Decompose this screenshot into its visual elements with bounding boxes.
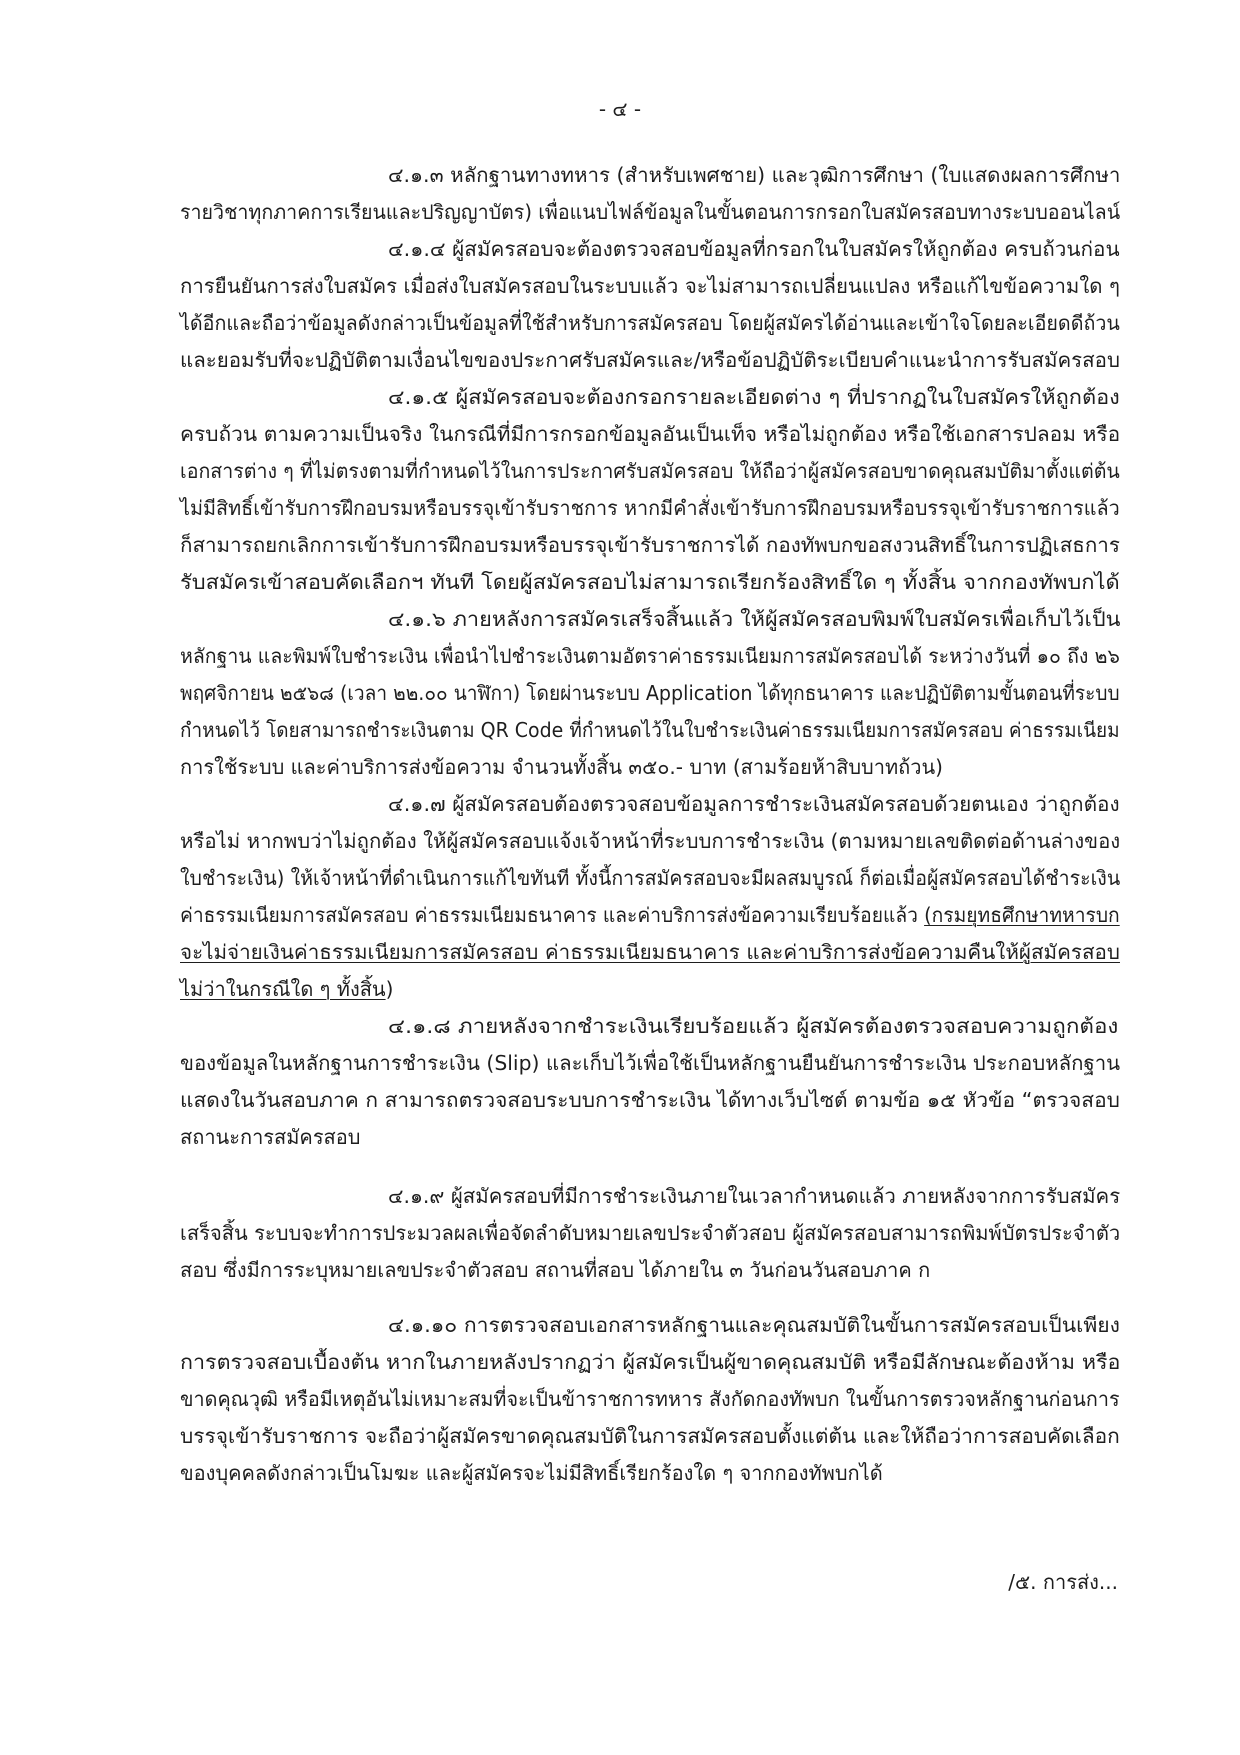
section-4-1-10 <box>0 1307 1240 1492</box>
line-text: ของบุคคลดังกล่าวเป็นโมฆะ และผู้สมัครจะไม่มีสิทธิ์เรียกร้องใด ๆ จากกองทัพบกได้ <box>180 1461 883 1485</box>
line-text-mixed <box>180 971 393 1008</box>
line-text: รับสมัครเข้าสอบคัดเลือกฯ ทันที โดยผู้สมัครสอบไม่สามารถเรียกร้องสิทธิ์ใด ๆ ทั้งสิ้น จากกองทัพบกได้ <box>180 570 1120 594</box>
paragraph-line <box>180 1418 1120 1455</box>
line-text: ใบชำระเงิน) ให้เจ้าหน้าที่ดำเนินการแก้ไขทันที ทั้งนี้การสมัครสอบจะมีผลสมบูรณ์ ก็ต่อเมื่อผู้สมัครสอบได้ชำระเงิน <box>180 866 1121 890</box>
paragraph-line <box>180 1215 1120 1252</box>
paragraph-line <box>388 1008 1120 1045</box>
line-text: บรรจุเข้ารับราชการ จะถือว่าผู้สมัครขาดคุณสมบัติในการสมัครสอบตั้งแต่ต้น และให้ถือว่าการสอบคัดเลือก <box>180 1424 1120 1448</box>
paragraph-line <box>180 934 1120 971</box>
plain-text: ) <box>385 977 394 1001</box>
line-text: รายวิชาทุกภาคการเรียนและปริญญาบัตร) เพื่อแนบไฟล์ข้อมูลในขั้นตอนการกรอกใบสมัครสอบทางระบบออนไลน์ <box>180 200 1121 224</box>
line-text: ๔.๑.๖ ภายหลังการสมัครเสร็จสิ้นแล้ว ให้ผู้สมัครสอบพิมพ์ใบสมัครเพื่อเก็บไว้เป็น <box>388 607 1121 631</box>
line-text: ๔.๑.๕ ผู้สมัครสอบจะต้องกรอกรายละเอียดต่าง ๆ ที่ปรากฏในใบสมัครให้ถูกต้อง <box>388 385 1120 409</box>
paragraph-line <box>180 305 1120 342</box>
line-text: เอกสารต่าง ๆ ที่ไม่ตรงตามที่กำหนดไว้ในการประกาศรับสมัครสอบ ให้ถือว่าผู้สมัครสอบขาดคุณสมบัติมาตั้งแต่ต้น <box>180 459 1120 483</box>
paragraph-line <box>180 416 1120 453</box>
section-4-1-8 <box>0 1008 1240 1156</box>
line-text: ขาดคุณวุฒิ หรือมีเหตุอันไม่เหมาะสมที่จะเป็นข้าราชการทหาร สังกัดกองทัพบก ในขั้นการตรวจหลักฐานก่อนการ <box>180 1387 1120 1411</box>
paragraph-line <box>180 1455 1120 1492</box>
underlined-text: (กรมยุทธศึกษาทหารบก <box>924 903 1120 927</box>
line-text: พฤศจิกายน ๒๕๖๘ (เวลา ๒๒.๐๐ นาฬิกา) โดยผ่านระบบ Application ได้ทุกธนาคาร และปฏิบัติตามขั้นตอนที่ระบบ <box>180 681 1120 705</box>
line-text: ได้อีกและถือว่าข้อมูลดังกล่าวเป็นข้อมูลที่ใช้สำหรับการสมัครสอบ โดยผู้สมัครได้อ่านและเข้าใจโดยละเอียดดีถ้วน <box>180 311 1120 335</box>
section-4-1-4 <box>0 231 1240 379</box>
paragraph-line <box>180 749 1120 786</box>
paragraph-line <box>180 527 1120 564</box>
paragraph-line <box>180 897 1120 934</box>
section-4-1-9 <box>0 1178 1240 1289</box>
line-text: ก็สามารถยกเลิกการเข้ารับการฝึกอบรมหรือบรรจุเข้ารับราชการได้ กองทัพบกขอสงวนสิทธิ์ในการปฏิเสธการ <box>180 533 1120 557</box>
paragraph-line <box>388 1178 1120 1215</box>
line-text: กำหนดไว้ โดยสามารถชำระเงินตาม QR Code ที่กำหนดไว้ในใบชำระเงินค่าธรรมเนียมการสมัครสอบ ค่าธรรมเนียม <box>180 718 1120 742</box>
paragraph-line <box>388 601 1120 638</box>
paragraph-line <box>180 823 1120 860</box>
paragraph-line <box>180 564 1120 601</box>
line-text: การใช้ระบบ และค่าบริการส่งข้อความ จำนวนทั้งสิ้น ๓๕๐.- บาท (สามร้อยห้าสิบบาทถ้วน) <box>180 755 943 779</box>
line-text: หลักฐาน และพิมพ์ใบชำระเงิน เพื่อนำไปชำระเงินตามอัตราค่าธรรมเนียมการสมัครสอบได้ ระหว่างวันที่ ๑๐ ถึง ๒๖ <box>180 644 1120 668</box>
underlined-text: จะไม่จ่ายเงินค่าธรรมเนียมการสมัครสอบ ค่าธรรมเนียมธนาคาร และค่าบริการส่งข้อความคืนให้ผู้สมัครสอบ <box>180 940 1120 964</box>
page-number: - ๔ - <box>598 97 642 121</box>
paragraph-line <box>180 1045 1120 1082</box>
line-text: การตรวจสอบเบื้องต้น หากในภายหลังปรากฏว่า ผู้สมัครเป็นผู้ขาดคุณสมบัติ หรือมีลักษณะต้องห้าม หรือ <box>180 1350 1121 1374</box>
paragraph-line <box>180 453 1120 490</box>
paragraph-line <box>180 1082 1120 1119</box>
line-text: และยอมรับที่จะปฏิบัติตามเงื่อนไขของประกาศรับสมัครและ/หรือข้อปฏิบัติระเบียบคำแนะนำการรับสมัครสอบ <box>180 348 1120 372</box>
section-4-1-5 <box>0 379 1240 601</box>
paragraph-line <box>180 1252 1120 1289</box>
section-4-1-6 <box>0 601 1240 786</box>
underlined-text: ไม่ว่าในกรณีใด ๆ ทั้งสิ้น <box>180 977 386 1001</box>
paragraph-line <box>180 268 1120 305</box>
line-text: ๔.๑.๙ ผู้สมัครสอบที่มีการชำระเงินภายในเวลากำหนดแล้ว ภายหลังจากการรับสมัคร <box>388 1184 1121 1208</box>
paragraph-line <box>180 490 1120 527</box>
paragraph-line <box>180 638 1120 675</box>
line-text: ๔.๑.๔ ผู้สมัครสอบจะต้องตรวจสอบข้อมูลที่กรอกในใบสมัครให้ถูกต้อง ครบถ้วนก่อน <box>388 237 1120 261</box>
paragraph-line <box>388 786 1120 823</box>
line-text: การยืนยันการส่งใบสมัคร เมื่อส่งใบสมัครสอบในระบบแล้ว จะไม่สามารถเปลี่ยนแปลง หรือแก้ไขข้อความใด ๆ <box>180 274 1120 298</box>
paragraph-line <box>388 231 1120 268</box>
line-text: สอบ ซึ่งมีการระบุหมายเลขประจำตัวสอบ สถานที่สอบ ได้ภายใน ๓ วันก่อนวันสอบภาค ก <box>180 1258 931 1282</box>
line-text-mixed <box>180 897 1120 934</box>
paragraph-line <box>388 379 1120 416</box>
line-text: ๔.๑.๘ ภายหลังจากชำระเงินเรียบร้อยแล้ว ผู้สมัครต้องตรวจสอบความถูกต้อง <box>388 1014 1119 1038</box>
line-text: ๔.๑.๑๐ การตรวจสอบเอกสารหลักฐานและคุณสมบัติในขั้นการสมัครสอบเป็นเพียง <box>388 1313 1120 1337</box>
line-text: หรือไม่ หากพบว่าไม่ถูกต้อง ให้ผู้สมัครสอบแจ้งเจ้าหน้าที่ระบบการชำระเงิน (ตามหมายเลขติดต่อด้านล่างของ <box>180 829 1121 853</box>
paragraph-line <box>180 1381 1120 1418</box>
continued-next-page: /๕. การส่ง... <box>1008 1570 1118 1594</box>
paragraph-line <box>180 971 1120 1008</box>
paragraph-line <box>180 712 1120 749</box>
paragraph-line <box>388 1307 1120 1344</box>
paragraph-line <box>388 157 1120 194</box>
line-text: ครบถ้วน ตามความเป็นจริง ในกรณีที่มีการกรอกข้อมูลอันเป็นเท็จ หรือไม่ถูกต้อง หรือใช้เอกสารปลอม หรือ <box>180 422 1121 446</box>
paragraph-line <box>180 1344 1120 1381</box>
paragraph-line <box>180 1119 1120 1156</box>
section-4-1-7 <box>0 786 1240 1008</box>
paragraph-line <box>180 860 1120 897</box>
paragraph-line <box>180 194 1120 231</box>
line-text: ๔.๑.๓ หลักฐานทางทหาร (สำหรับเพศชาย) และวุฒิการศึกษา (ใบแสดงผลการศึกษา <box>388 163 1121 187</box>
line-text: แสดงในวันสอบภาค ก สามารถตรวจสอบระบบการชำระเงิน ได้ทางเว็บไซต์ ตามข้อ ๑๕ หัวข้อ “ตรวจสอบ <box>180 1088 1120 1112</box>
line-text: ๔.๑.๗ ผู้สมัครสอบต้องตรวจสอบข้อมูลการชำระเงินสมัครสอบด้วยตนเอง ว่าถูกต้อง <box>388 792 1120 816</box>
paragraph-line <box>180 675 1120 712</box>
plain-text: ค่าธรรมเนียมการสมัครสอบ ค่าธรรมเนียมธนาคาร และค่าบริการส่งข้อความเรียบร้อยแล้ว <box>180 903 925 927</box>
line-text: ของข้อมูลในหลักฐานการชำระเงิน (Slip) และเก็บไว้เพื่อใช้เป็นหลักฐานยืนยันการชำระเงิน ประกอบหลักฐาน <box>180 1051 1121 1075</box>
section-4-1-3 <box>0 157 1240 231</box>
line-text: เสร็จสิ้น ระบบจะทำการประมวลผลเพื่อจัดลำดับหมายเลขประจำตัวสอบ ผู้สมัครสอบสามารถพิมพ์บัตรประจำตัว <box>180 1221 1121 1245</box>
line-text: สถานะการสมัครสอบ <box>180 1125 361 1149</box>
paragraph-line <box>180 342 1120 379</box>
line-text: ไม่มีสิทธิ์เข้ารับการฝึกอบรมหรือบรรจุเข้ารับราชการ หากมีคำสั่งเข้ารับการฝึกอบรมหรือบรรจุเข้ารับราชการแล้ว <box>180 496 1120 520</box>
